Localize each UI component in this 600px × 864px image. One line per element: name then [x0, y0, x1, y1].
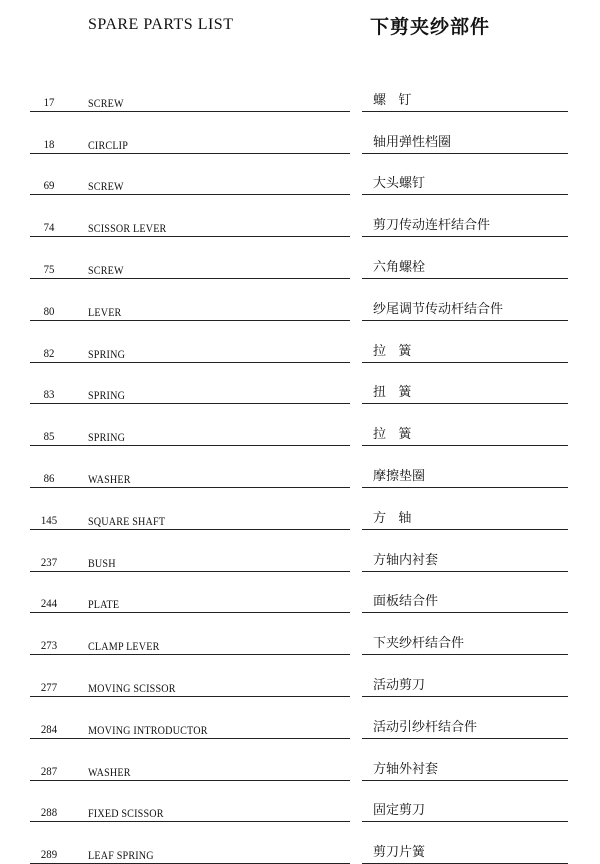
- part-name-cn: 下夹纱杆结合件: [373, 636, 465, 652]
- part-row: [0, 572, 600, 614]
- part-number: 85: [43, 429, 55, 444]
- part-number: 80: [43, 303, 55, 318]
- part-name-cn: 扭 簧: [373, 385, 412, 401]
- part-row: [0, 70, 600, 112]
- part-name-en: CLAMP LEVER: [88, 641, 160, 654]
- part-row: [0, 404, 600, 446]
- part-name-cn: 剪刀片簧: [373, 845, 426, 861]
- part-name-en: SQUARE SHAFT: [88, 515, 166, 528]
- part-name-cn: 活动引纱杆结合件: [373, 719, 478, 735]
- part-row: [0, 195, 600, 237]
- part-name-en: WASHER: [88, 473, 131, 486]
- part-name-cn: 拉 簧: [373, 427, 412, 443]
- part-number: 289: [40, 847, 58, 862]
- part-number: 273: [40, 638, 58, 653]
- part-name-cn: 方 轴: [373, 510, 412, 526]
- part-name-cn: 摩擦垫圈: [373, 468, 426, 484]
- part-name-en: LEVER: [88, 306, 122, 319]
- part-name-cn: 方轴内衬套: [373, 552, 439, 568]
- part-name-en: WASHER: [88, 766, 131, 779]
- part-row: [0, 488, 600, 530]
- part-name-cn: 大头螺钉: [373, 176, 426, 192]
- part-row: [0, 446, 600, 488]
- part-row: [0, 363, 600, 405]
- part-number: 17: [43, 94, 55, 109]
- part-name-cn: 拉 簧: [373, 343, 412, 359]
- part-row: [0, 822, 600, 864]
- page-title-cn: 下剪夹纱部件: [370, 16, 491, 38]
- part-name-cn: 剪刀传动连杆结合件: [373, 218, 491, 234]
- part-number: 74: [43, 220, 55, 235]
- parts-list: [0, 70, 600, 864]
- part-row: [0, 655, 600, 697]
- part-number: 237: [40, 554, 58, 569]
- part-name-cn: 纱尾调节传动杆结合件: [373, 301, 504, 317]
- part-name-en: SCREW: [88, 181, 124, 194]
- part-name-cn: 轴用弹性档圈: [373, 134, 452, 150]
- part-number: 18: [43, 136, 55, 151]
- part-row: [0, 321, 600, 363]
- part-number: 86: [43, 470, 55, 485]
- part-number: 244: [40, 596, 58, 611]
- part-name-en: CIRCLIP: [88, 139, 129, 152]
- part-name-cn: 活动剪刀: [373, 677, 426, 693]
- part-name-cn: 螺 钉: [373, 92, 412, 108]
- part-row: [0, 530, 600, 572]
- part-name-cn: 面板结合件: [373, 594, 439, 610]
- part-row: [0, 154, 600, 196]
- part-number: 145: [40, 512, 58, 527]
- part-name-en: SPRING: [88, 390, 126, 403]
- part-name-cn: 六角螺栓: [373, 259, 426, 275]
- part-name-en: MOVING INTRODUCTOR: [88, 724, 208, 737]
- part-name-en: LEAF SPRING: [88, 850, 154, 863]
- part-name-en: PLATE: [88, 599, 120, 612]
- part-row: [0, 237, 600, 279]
- part-name-en: MOVING SCISSOR: [88, 682, 176, 695]
- part-number: 69: [43, 178, 55, 193]
- part-name-cn: 方轴外衬套: [373, 761, 439, 777]
- part-name-en: FIXED SCISSOR: [88, 808, 164, 821]
- part-number: 288: [40, 805, 58, 820]
- part-name-en: SCISSOR LEVER: [88, 223, 167, 236]
- part-name-en: BUSH: [88, 557, 116, 570]
- part-name-en: SPRING: [88, 348, 126, 361]
- part-name-en: SCREW: [88, 264, 124, 277]
- part-row: [0, 613, 600, 655]
- part-number: 277: [40, 679, 58, 694]
- part-row: [0, 781, 600, 823]
- part-name-en: SCREW: [88, 97, 124, 110]
- part-number: 83: [43, 387, 55, 402]
- part-row: [0, 697, 600, 739]
- page-title-en: SPARE PARTS LIST: [88, 16, 234, 33]
- part-number: 82: [43, 345, 55, 360]
- part-row: [0, 112, 600, 154]
- part-name-en: SPRING: [88, 432, 126, 445]
- part-row: [0, 739, 600, 781]
- part-name-cn: 固定剪刀: [373, 803, 426, 819]
- part-number: 75: [43, 261, 55, 276]
- part-row: [0, 279, 600, 321]
- part-number: 287: [40, 763, 58, 778]
- part-number: 284: [40, 721, 58, 736]
